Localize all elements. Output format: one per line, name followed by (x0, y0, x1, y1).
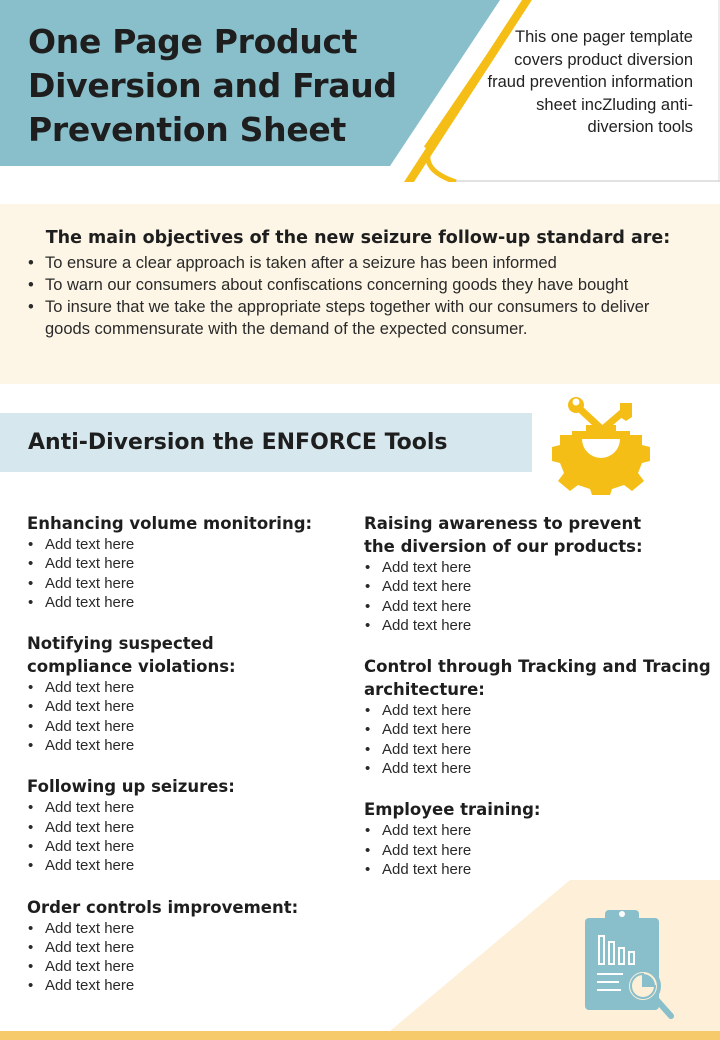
list-item: • Add text here (27, 976, 337, 995)
section-items (27, 919, 337, 996)
list-item: • Add text here (27, 554, 337, 573)
section-items (27, 535, 337, 612)
objective-item: • To ensure a clear approach is taken after a seizure has been informed (26, 252, 684, 274)
tool-section (27, 632, 337, 755)
objective-item: • To insure that we take the appropriate steps together with our consumers to deliver goods commensurate with the demand of the expected consumer. (26, 296, 684, 340)
tool-section (364, 655, 714, 778)
list-item: • Add text here (364, 841, 714, 860)
gear-tools-icon (546, 395, 656, 495)
list-item: • Add text here (364, 821, 714, 840)
intro-text: This one pager template covers product diversion fraud prevention information sheet incZluding anti-diversion tools (487, 28, 693, 136)
tools-banner (0, 413, 532, 472)
list-item: • Add text here (27, 678, 337, 697)
section-items (27, 798, 337, 875)
list-item: • Add text here (27, 938, 337, 957)
tool-section (27, 775, 337, 875)
tool-section (364, 798, 714, 879)
section-items (364, 558, 714, 635)
list-item: • Add text here (364, 759, 714, 778)
list-item: • Add text here (364, 577, 714, 596)
bottom-accent-bar (0, 1031, 720, 1040)
tools-right-column (364, 512, 714, 899)
list-item: • Add text here (27, 717, 337, 736)
section-title: Order controls improvement: (27, 897, 299, 917)
objectives-panel (0, 204, 720, 384)
tool-section (27, 896, 337, 996)
section-title: Notifying suspected compliance violations: (27, 634, 236, 677)
list-item: • Add text here (27, 736, 337, 755)
tools-left-column (27, 512, 337, 1016)
list-item: • Add text here (27, 818, 337, 837)
list-item: • Add text here (364, 558, 714, 577)
section-items (27, 678, 337, 755)
objectives-list (26, 252, 684, 340)
list-item: • Add text here (27, 574, 337, 593)
objectives-heading: The main objectives of the new seizure follow-up standard are: (45, 228, 671, 248)
section-title: Employee training: (364, 800, 541, 820)
clipboard-analytics-icon (583, 908, 683, 1028)
section-title: Control through Tracking and Tracing architecture: (364, 657, 711, 700)
list-item: • Add text here (27, 697, 337, 716)
section-title: Enhancing volume monitoring: (27, 514, 313, 533)
section-items (364, 701, 714, 778)
section-items (364, 821, 714, 879)
list-item: • Add text here (364, 720, 714, 739)
section-title: Following up seizures: (27, 777, 235, 797)
section-title: Raising awareness to prevent the diversion of our products: (364, 514, 643, 556)
list-item: • Add text here (364, 860, 714, 879)
list-item: • Add text here (364, 616, 714, 635)
list-item: • Add text here (27, 593, 337, 612)
list-item: • Add text here (27, 957, 337, 976)
objective-item: • To warn our consumers about confiscations concerning goods they have bought (26, 274, 684, 296)
list-item: • Add text here (27, 535, 337, 554)
header (0, 0, 720, 182)
list-item: • Add text here (27, 837, 337, 856)
list-item: • Add text here (27, 856, 337, 875)
tool-section (27, 512, 337, 612)
list-item: • Add text here (27, 919, 337, 938)
tools-title: Anti-Diversion the ENFORCE Tools (28, 430, 448, 455)
page-title: One Page Product Diversion and Fraud Prevention Sheet (28, 22, 397, 149)
list-item: • Add text here (364, 701, 714, 720)
tool-section (364, 512, 714, 635)
list-item: • Add text here (364, 597, 714, 616)
list-item: • Add text here (364, 740, 714, 759)
list-item: • Add text here (27, 798, 337, 817)
